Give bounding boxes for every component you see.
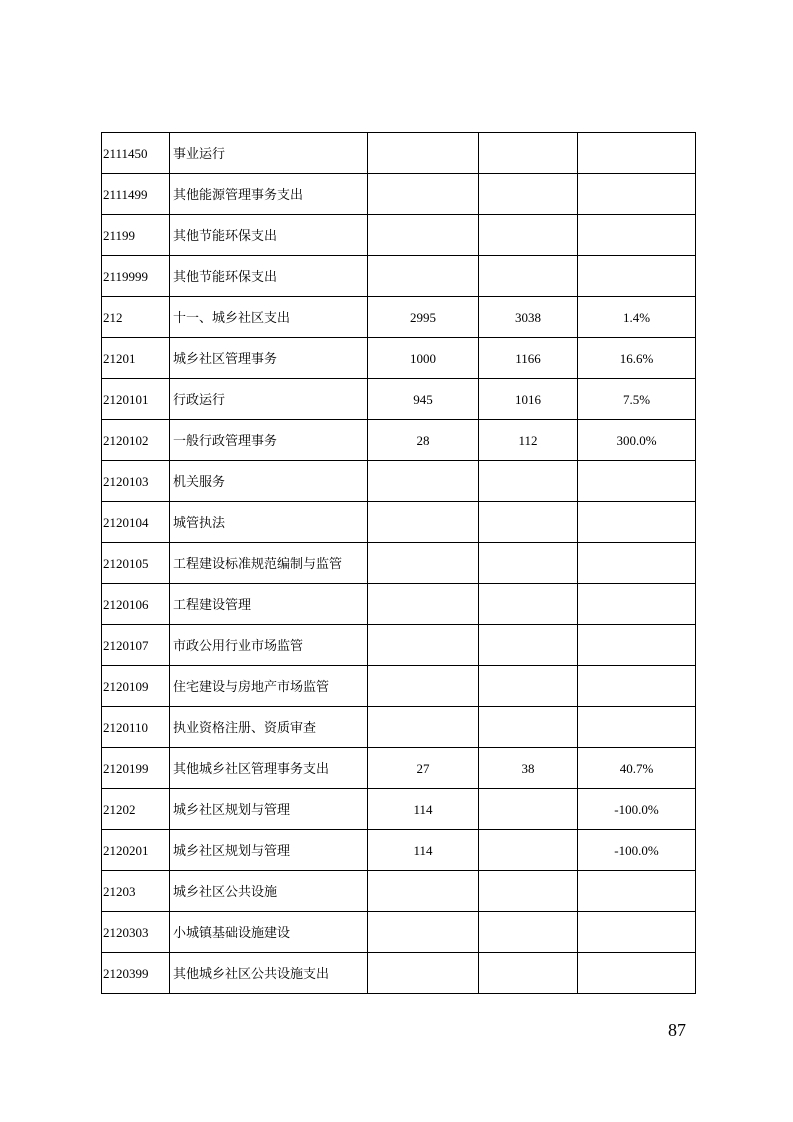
subject-name-cell: 城管执法 [170, 502, 368, 543]
value-cell-2 [479, 133, 578, 174]
page-number: 87 [668, 1020, 686, 1040]
value-cell-3 [578, 133, 696, 174]
table-row [102, 748, 696, 789]
value-cell-3: 40.7% [578, 748, 696, 789]
table-row [102, 789, 696, 830]
value-cell-3 [578, 174, 696, 215]
subject-name-cell: 行政运行 [170, 379, 368, 420]
value-cell-3: -100.0% [578, 830, 696, 871]
subject-name-cell: 工程建设标准规范编制与监管 [170, 543, 368, 584]
value-cell-3 [578, 215, 696, 256]
subject-code-cell: 2120199 [102, 748, 170, 789]
table-row [102, 297, 696, 338]
subject-code-cell: 2120399 [102, 953, 170, 994]
value-cell-3: 300.0% [578, 420, 696, 461]
subject-code-cell: 2120201 [102, 830, 170, 871]
table-row [102, 830, 696, 871]
value-cell-2 [479, 584, 578, 625]
value-cell-1 [368, 215, 479, 256]
subject-code-cell: 2120303 [102, 912, 170, 953]
subject-name-cell: 城乡社区公共设施 [170, 871, 368, 912]
subject-code-cell: 21203 [102, 871, 170, 912]
value-cell-1 [368, 871, 479, 912]
subject-name-cell: 其他节能环保支出 [170, 215, 368, 256]
subject-name-cell: 一般行政管理事务 [170, 420, 368, 461]
subject-name-cell: 工程建设管理 [170, 584, 368, 625]
value-cell-1 [368, 543, 479, 584]
value-cell-2 [479, 461, 578, 502]
value-cell-2: 112 [479, 420, 578, 461]
table-row [102, 215, 696, 256]
table-row [102, 584, 696, 625]
subject-code-cell: 2120101 [102, 379, 170, 420]
value-cell-2 [479, 174, 578, 215]
subject-name-cell: 机关服务 [170, 461, 368, 502]
value-cell-1 [368, 461, 479, 502]
value-cell-2 [479, 256, 578, 297]
value-cell-3 [578, 625, 696, 666]
value-cell-2 [479, 625, 578, 666]
subject-name-cell: 其他能源管理事务支出 [170, 174, 368, 215]
table-row [102, 256, 696, 297]
subject-name-cell: 城乡社区规划与管理 [170, 789, 368, 830]
subject-name-cell: 事业运行 [170, 133, 368, 174]
subject-code-cell: 2120107 [102, 625, 170, 666]
value-cell-3 [578, 953, 696, 994]
subject-code-cell: 2111499 [102, 174, 170, 215]
subject-name-cell: 城乡社区规划与管理 [170, 830, 368, 871]
subject-code-cell: 2120106 [102, 584, 170, 625]
subject-code-cell: 2120105 [102, 543, 170, 584]
table-row [102, 871, 696, 912]
value-cell-3: -100.0% [578, 789, 696, 830]
value-cell-1 [368, 666, 479, 707]
table-row [102, 174, 696, 215]
table-row [102, 133, 696, 174]
value-cell-1: 1000 [368, 338, 479, 379]
table-row [102, 666, 696, 707]
subject-code-cell: 2120109 [102, 666, 170, 707]
subject-code-cell: 2120104 [102, 502, 170, 543]
value-cell-1: 2995 [368, 297, 479, 338]
value-cell-2: 1166 [479, 338, 578, 379]
value-cell-1: 114 [368, 789, 479, 830]
value-cell-1 [368, 912, 479, 953]
value-cell-3 [578, 707, 696, 748]
value-cell-3 [578, 461, 696, 502]
value-cell-1 [368, 584, 479, 625]
table-row [102, 461, 696, 502]
value-cell-3 [578, 584, 696, 625]
value-cell-1: 945 [368, 379, 479, 420]
subject-code-cell: 2120102 [102, 420, 170, 461]
table-row [102, 379, 696, 420]
value-cell-3: 1.4% [578, 297, 696, 338]
subject-name-cell: 其他城乡社区管理事务支出 [170, 748, 368, 789]
value-cell-2 [479, 953, 578, 994]
value-cell-2 [479, 215, 578, 256]
subject-name-cell: 十一、城乡社区支出 [170, 297, 368, 338]
subject-name-cell: 市政公用行业市场监管 [170, 625, 368, 666]
value-cell-1 [368, 953, 479, 994]
value-cell-3 [578, 502, 696, 543]
value-cell-3 [578, 666, 696, 707]
value-cell-2 [479, 707, 578, 748]
value-cell-3: 16.6% [578, 338, 696, 379]
subject-code-cell: 2120103 [102, 461, 170, 502]
value-cell-3: 7.5% [578, 379, 696, 420]
value-cell-3 [578, 543, 696, 584]
value-cell-1 [368, 174, 479, 215]
value-cell-2 [479, 543, 578, 584]
subject-code-cell: 2111450 [102, 133, 170, 174]
value-cell-2 [479, 789, 578, 830]
value-cell-1: 27 [368, 748, 479, 789]
budget-table [101, 132, 696, 994]
subject-name-cell: 执业资格注册、资质审查 [170, 707, 368, 748]
value-cell-2 [479, 830, 578, 871]
value-cell-2: 1016 [479, 379, 578, 420]
value-cell-1: 114 [368, 830, 479, 871]
value-cell-3 [578, 871, 696, 912]
value-cell-2 [479, 666, 578, 707]
value-cell-2 [479, 912, 578, 953]
subject-name-cell: 住宅建设与房地产市场监管 [170, 666, 368, 707]
value-cell-2 [479, 502, 578, 543]
value-cell-2 [479, 871, 578, 912]
value-cell-1 [368, 133, 479, 174]
table-row [102, 953, 696, 994]
value-cell-3 [578, 912, 696, 953]
table-row [102, 502, 696, 543]
table-row [102, 420, 696, 461]
table-row [102, 707, 696, 748]
value-cell-2: 38 [479, 748, 578, 789]
table-row [102, 625, 696, 666]
subject-code-cell: 21199 [102, 215, 170, 256]
value-cell-2: 3038 [479, 297, 578, 338]
subject-name-cell: 其他城乡社区公共设施支出 [170, 953, 368, 994]
value-cell-1 [368, 256, 479, 297]
value-cell-1: 28 [368, 420, 479, 461]
value-cell-3 [578, 256, 696, 297]
subject-name-cell: 城乡社区管理事务 [170, 338, 368, 379]
value-cell-1 [368, 502, 479, 543]
value-cell-1 [368, 625, 479, 666]
table-row [102, 543, 696, 584]
subject-name-cell: 小城镇基础设施建设 [170, 912, 368, 953]
value-cell-1 [368, 707, 479, 748]
subject-code-cell: 21201 [102, 338, 170, 379]
subject-code-cell: 2119999 [102, 256, 170, 297]
subject-code-cell: 21202 [102, 789, 170, 830]
subject-name-cell: 其他节能环保支出 [170, 256, 368, 297]
subject-code-cell: 212 [102, 297, 170, 338]
subject-code-cell: 2120110 [102, 707, 170, 748]
table-row [102, 912, 696, 953]
table-row [102, 338, 696, 379]
